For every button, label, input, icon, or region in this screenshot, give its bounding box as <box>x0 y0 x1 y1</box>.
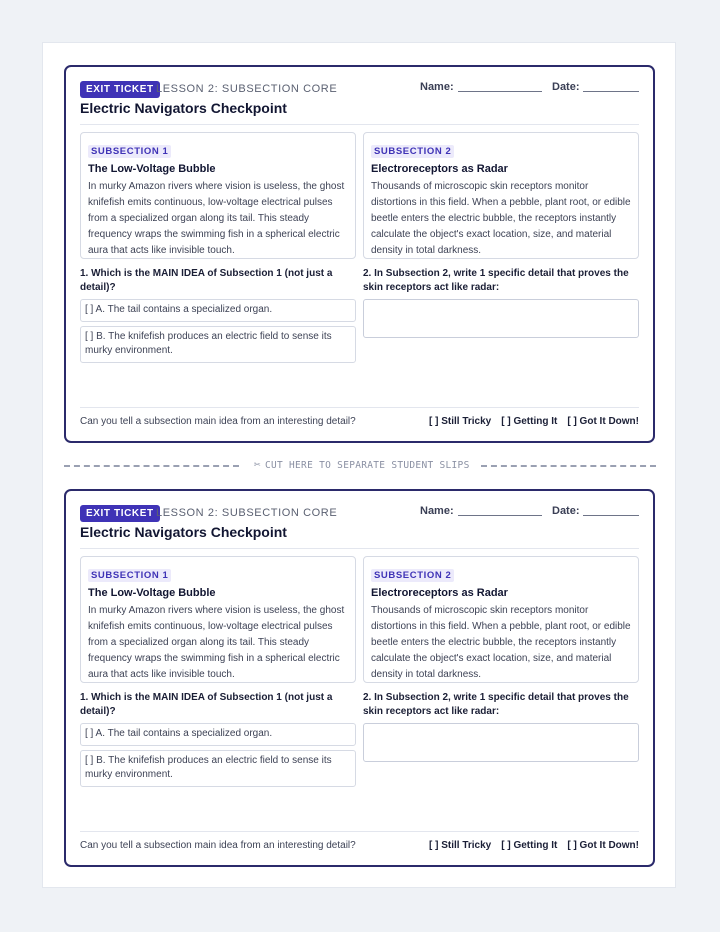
date-write-line[interactable] <box>583 91 639 92</box>
subsection-1-heading: The Low-Voltage Bubble <box>88 587 216 599</box>
rating-getting-it[interactable]: [ ] Getting It <box>501 840 558 851</box>
name-write-line[interactable] <box>458 91 542 92</box>
subsection-2-text: Thousands of microscopic skin receptors monitor distortions in this field. When a pebble, plant root, or edible beetle enters the electric bubble, the receptors instantly calculate the object's exact location, size, and material density in total darkness. <box>371 605 631 680</box>
option-a[interactable]: [ ] A. The tail contains a specialized organ. <box>80 723 356 746</box>
lesson-label: LESSON 2: SUBSECTION CORE <box>156 83 338 95</box>
header-divider <box>80 548 639 549</box>
question-2: 2. In Subsection 2, write 1 specific detail that proves the skin receptors act like radar: <box>363 268 629 293</box>
subsection-1-tag: SUBSECTION 1 <box>88 145 171 158</box>
subsection-2-tag: SUBSECTION 2 <box>371 569 454 582</box>
slip-title: Electric Navigators Checkpoint <box>80 524 287 540</box>
subsection-2-panel <box>363 132 639 259</box>
name-label: Name: <box>420 81 454 93</box>
subsection-1-panel <box>80 556 356 683</box>
exit-ticket-slip-1 <box>64 65 655 443</box>
exit-ticket-badge: EXIT TICKET <box>80 505 160 522</box>
footer-divider <box>80 407 639 408</box>
subsection-1-text: In murky Amazon rivers where vision is useless, the ghost knifefish emits continuous, low-voltage electrical pulses from a specialized organ along its tail. This steady frequency wraps the swimming fish in a spherical electric aura that acts like invisible touch. <box>88 605 345 680</box>
question-2: 2. In Subsection 2, write 1 specific detail that proves the skin receptors act like radar: <box>363 692 629 717</box>
option-b[interactable]: [ ] B. The knifefish produces an electric field to sense its murky environment. <box>80 750 356 787</box>
subsection-1-heading: The Low-Voltage Bubble <box>88 163 216 175</box>
rating-still-tricky[interactable]: [ ] Still Tricky <box>428 416 492 427</box>
footer-divider <box>80 831 639 832</box>
subsection-2-panel <box>363 556 639 683</box>
rating-getting-it[interactable]: [ ] Getting It <box>501 416 558 427</box>
answer-box[interactable] <box>363 299 639 338</box>
scissors-icon: ✂ <box>254 458 261 471</box>
exit-ticket-badge: EXIT TICKET <box>80 81 160 98</box>
self-check-prompt: Can you tell a subsection main idea from an interesting detail? <box>80 416 356 427</box>
answer-box[interactable] <box>363 723 639 762</box>
exit-ticket-slip-2 <box>64 489 655 867</box>
subsection-2-tag: SUBSECTION 2 <box>371 145 454 158</box>
subsection-2-text: Thousands of microscopic skin receptors monitor distortions in this field. When a pebble, plant root, or edible beetle enters the electric bubble, the receptors instantly calculate the object's exact location, size, and material density in total darkness. <box>371 181 631 256</box>
subsection-1-panel <box>80 132 356 259</box>
date-label: Date: <box>552 81 580 93</box>
self-rating-options <box>429 840 639 851</box>
slip-header <box>80 80 639 120</box>
slip-title: Electric Navigators Checkpoint <box>80 100 287 116</box>
header-divider <box>80 124 639 125</box>
subsection-2-heading: Electroreceptors as Radar <box>371 587 508 599</box>
subsection-2-heading: Electroreceptors as Radar <box>371 163 508 175</box>
option-a[interactable]: [ ] A. The tail contains a specialized organ. <box>80 299 356 322</box>
cut-line-label <box>254 458 470 471</box>
self-rating-options <box>429 416 639 427</box>
name-write-line[interactable] <box>458 515 542 516</box>
rating-got-it-down[interactable]: [ ] Got It Down! <box>567 416 639 427</box>
cut-line-text: CUT HERE TO SEPARATE STUDENT SLIPS <box>264 460 470 471</box>
question-1: 1. Which is the MAIN IDEA of Subsection 1 (not just a detail)? <box>80 268 333 293</box>
rating-still-tricky[interactable]: [ ] Still Tricky <box>428 840 492 851</box>
date-label: Date: <box>552 505 580 517</box>
name-label: Name: <box>420 505 454 517</box>
subsection-1-text: In murky Amazon rivers where vision is useless, the ghost knifefish emits continuous, low-voltage electrical pulses from a specialized organ along its tail. This steady frequency wraps the swimming fish in a spherical electric aura that acts like invisible touch. <box>88 181 345 256</box>
cut-dash-right <box>481 465 656 467</box>
option-b[interactable]: [ ] B. The knifefish produces an electric field to sense its murky environment. <box>80 326 356 363</box>
question-1: 1. Which is the MAIN IDEA of Subsection 1 (not just a detail)? <box>80 692 333 717</box>
cut-line <box>64 458 656 472</box>
self-check-prompt: Can you tell a subsection main idea from an interesting detail? <box>80 840 356 851</box>
subsection-1-tag: SUBSECTION 1 <box>88 569 171 582</box>
lesson-label: LESSON 2: SUBSECTION CORE <box>156 507 338 519</box>
rating-got-it-down[interactable]: [ ] Got It Down! <box>567 840 639 851</box>
cut-dash-left <box>64 465 239 467</box>
date-write-line[interactable] <box>583 515 639 516</box>
slip-header <box>80 504 639 544</box>
